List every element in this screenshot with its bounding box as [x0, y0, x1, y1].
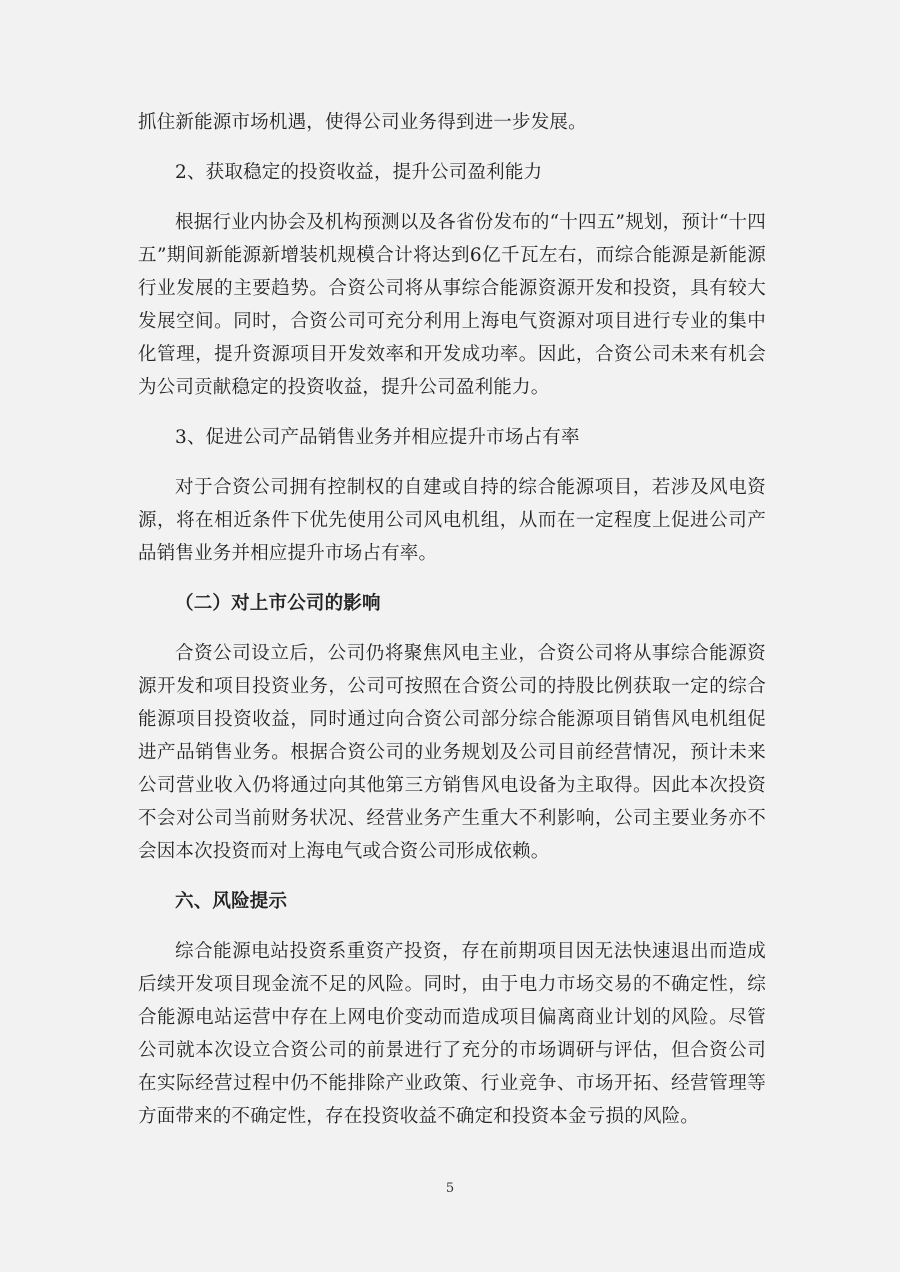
section-heading-impact: （二）对上市公司的影响: [175, 593, 381, 614]
subheading-product-sales: 3、促进公司产品销售业务并相应提升市场占有率: [175, 427, 580, 448]
paragraph-risk: 综合能源电站投资系重资产投资，存在前期项目因无法快速退出而造成后续开发项目现金流不足的风险。同时，由于电力市场交易的不确定性，综合能源电站运营中存在上网电价变动而造成项目偏离商业计划的风险。尽管公司就本次设立合资公司的前景进行了充分的市场调研与评估，但合资公司在实际经营过程中仍不能排除产业政策、行业竞争、市场开拓、经营管理等方面带来的不确定性，存在投资收益不确定和投资本金亏损的风险。: [138, 941, 766, 1127]
document-body: [138, 106, 766, 1133]
paragraph-investment-returns: 根据行业内协会及机构预测以及各省份发布的“十四五”规划，预计“十四五”期间新能源新增装机规模合计将达到6亿千瓦左右，而综合能源是新能源行业发展的主要趋势。合资公司将从事综合能源资源开发和投资，具有较大发展空间。同时，合资公司可充分利用上海电气资源对项目进行专业的集中化管理，提升资源项目开发效率和开发成功率。因此，合资公司未来有机会为公司贡献稳定的投资收益，提升公司盈利能力。: [138, 212, 766, 398]
subheading-investment-returns: 2、获取稳定的投资收益，提升公司盈利能力: [175, 162, 543, 183]
paragraph-continuation: 抓住新能源市场机遇，使得公司业务得到进一步发展。: [138, 112, 587, 133]
paragraph-product-sales: 对于合资公司拥有控制权的自建或自持的综合能源项目，若涉及风电资源，将在相近条件下优先使用公司风电机组，从而在一定程度上促进公司产品销售业务并相应提升市场占有率。: [138, 477, 766, 564]
page-number: 5: [445, 1181, 455, 1196]
section-heading-risk: 六、风险提示: [175, 891, 288, 912]
paragraph-impact: 合资公司设立后，公司仍将聚焦风电主业，合资公司将从事综合能源资源开发和项目投资业务，公司可按照在合资公司的持股比例获取一定的综合能源项目投资收益，同时通过向合资公司部分综合能源项目销售风电机组促进产品销售业务。根据合资公司的业务规划及公司目前经营情况，预计未来公司营业收入仍将通过向其他第三方销售风电设备为主取得。因此本次投资不会对公司当前财务状况、经营业务产生重大不利影响，公司主要业务亦不会因本次投资而对上海电气或合资公司形成依赖。: [138, 643, 766, 862]
